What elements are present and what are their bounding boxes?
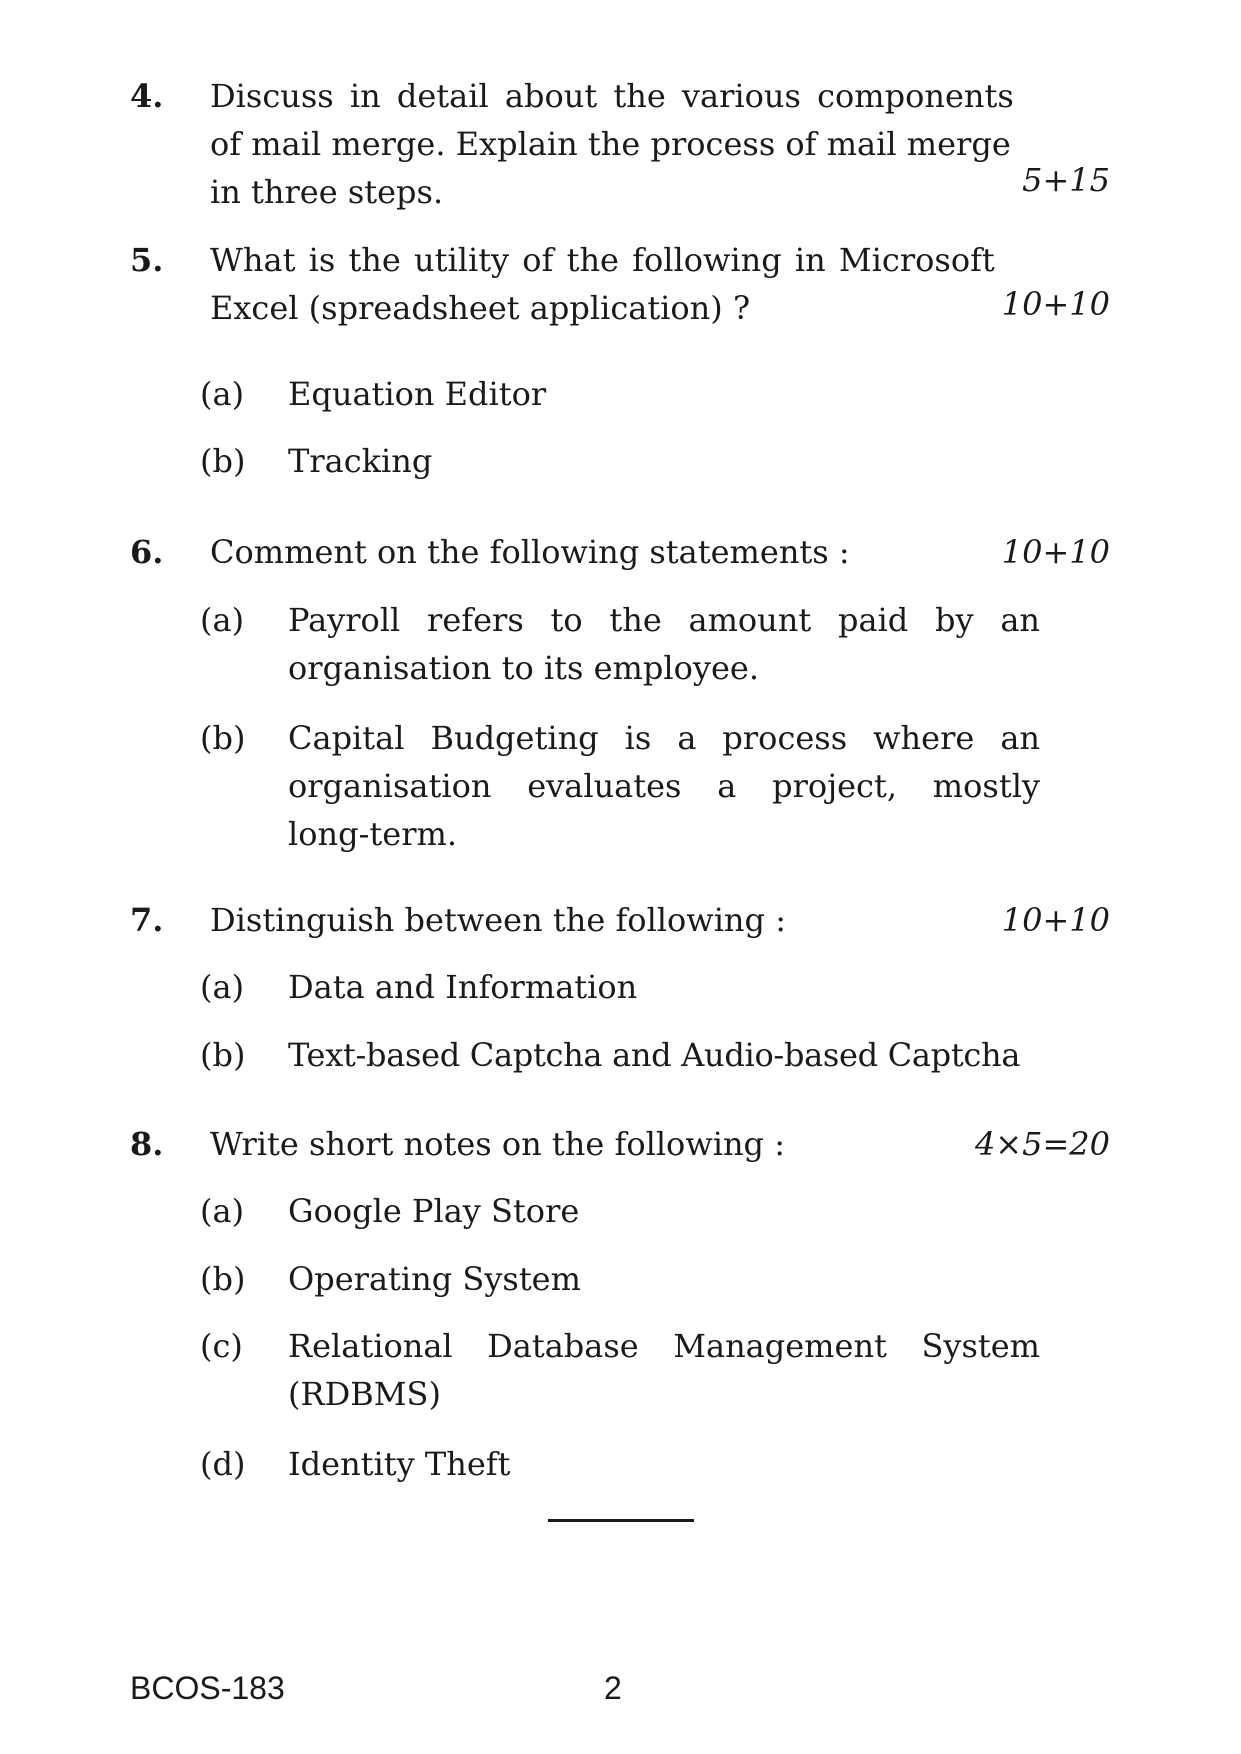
subpart-text (288, 714, 1040, 858)
question-number: 6. (130, 533, 164, 571)
question-text-line: Distinguish between the following : (210, 901, 786, 939)
subpart-text-line: Tracking (288, 442, 433, 480)
question-text-line: What is the utility of the following in Microsoft (210, 241, 995, 279)
subpart-text-line: Text-based Captcha and Audio-based Captcha (288, 1036, 1021, 1074)
question-text (210, 528, 1010, 576)
subpart-text (288, 1255, 1040, 1303)
subpart-label: (a) (200, 601, 245, 639)
subpart-label: (b) (200, 719, 246, 757)
subpart-text-line: Operating System (288, 1260, 581, 1298)
question-text-line: of mail merge. Explain the process of mail merge (210, 125, 1011, 163)
subpart-label: (a) (200, 1192, 245, 1230)
question-text-line: Write short notes on the following : (210, 1125, 785, 1163)
subpart-text (288, 1322, 1040, 1418)
subpart-text-line: Google Play Store (288, 1192, 580, 1230)
question-text (210, 896, 1010, 944)
end-rule (548, 1519, 694, 1522)
question-text-line: Excel (spreadsheet application) ? (210, 289, 751, 327)
subpart-label: (a) (200, 375, 245, 413)
question-marks: 5+15 (1022, 161, 1110, 199)
question-number: 4. (130, 77, 164, 115)
subpart-text (288, 1440, 1040, 1488)
question-marks: 10+10 (1001, 533, 1110, 571)
subpart-label: (b) (200, 442, 246, 480)
question-text (210, 72, 1014, 216)
question-marks: 10+10 (1001, 285, 1110, 323)
subpart-text-line: Equation Editor (288, 375, 547, 413)
subpart-text-line: Capital Budgeting is a process where an (288, 719, 1040, 757)
subpart-text (288, 596, 1040, 692)
subpart-text (288, 437, 1040, 485)
question-text (210, 236, 1010, 332)
subpart-text-line: Data and Information (288, 968, 638, 1006)
subpart-label: (d) (200, 1445, 246, 1483)
subpart-text (288, 1031, 1040, 1079)
subpart-label: (c) (200, 1327, 243, 1365)
subpart-label: (a) (200, 968, 245, 1006)
course-code: BCOS-183 (130, 1670, 285, 1706)
subpart-text-line: (RDBMS) (288, 1375, 441, 1413)
question-text-line: Discuss in detail about the various components (210, 77, 1014, 115)
subpart-text (288, 1187, 1040, 1235)
question-marks: 10+10 (1001, 901, 1110, 939)
question-text (210, 1120, 1010, 1168)
subpart-text-line: Identity Theft (288, 1445, 511, 1483)
subpart-text-line: Payroll refers to the amount paid by an (288, 601, 1040, 639)
subpart-text-line: long-term. (288, 815, 458, 853)
subpart-label: (b) (200, 1036, 246, 1074)
question-number: 7. (130, 901, 164, 939)
page-number: 2 (604, 1670, 622, 1706)
subpart-text (288, 963, 1040, 1011)
subpart-text-line: organisation evaluates a project, mostly (288, 767, 1040, 805)
question-number: 5. (130, 241, 164, 279)
subpart-text-line: organisation to its employee. (288, 649, 759, 687)
question-marks: 4×5=20 (974, 1125, 1110, 1163)
subpart-text (288, 370, 1040, 418)
question-text-line: Comment on the following statements : (210, 533, 850, 571)
question-text-line: in three steps. (210, 173, 444, 211)
subpart-label: (b) (200, 1260, 246, 1298)
subpart-text-line: Relational Database Management System (288, 1327, 1040, 1365)
question-number: 8. (130, 1125, 164, 1163)
